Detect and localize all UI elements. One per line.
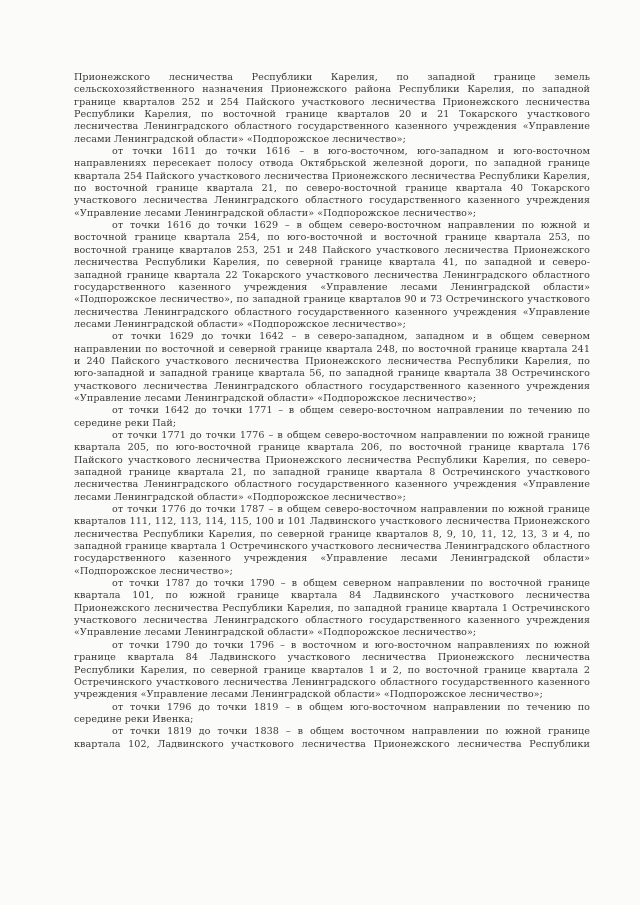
- text-line: юго-западной и западной границе квартала 56, по западной границе квартала 38 Остречинского: [74, 368, 590, 380]
- document-body-text: [74, 72, 590, 751]
- text-line: лесничества Ленинградского областного государственного казенного учреждения «Управление: [74, 121, 590, 133]
- text-line: направлении по восточной и северной границе квартала 248, по восточной границе квартала 241: [74, 343, 590, 355]
- text-line: Республики Карелия, по северной границе кварталов 1 и 2, по восточной границе квартала 2: [74, 664, 590, 676]
- text-line: участкового лесничества Ленинградского областного государственного казенного учреждения: [74, 195, 590, 207]
- text-line: участкового лесничества Ленинградского областного государственного казенного учреждения: [74, 380, 590, 392]
- paragraph: [74, 702, 590, 727]
- text-line: от точки 1611 до точки 1616 – в юго-восточном, юго-западном и юго-восточном: [112, 146, 590, 158]
- text-line: направлениях пересекает полосу отвода Октябрьской железной дороги, по западной границе: [74, 158, 590, 170]
- text-line: лесами Ленинградской области» «Подпорожское лесничество»;: [74, 133, 406, 145]
- text-line: лесами Ленинградской области» «Подпорожское лесничество»;: [74, 318, 406, 330]
- text-line: западной границе квартала 21, по западной границе квартала 8 Остречинского участкового: [74, 467, 590, 478]
- text-line: «Подпорожское лесничество», по западной границе кварталов 90 и 73 Остречинского участкового: [74, 294, 590, 306]
- text-line: квартала 254 Пайского участкового лесничества Прионежского лесничества Республики Карелия,: [74, 170, 590, 182]
- text-line: от точки 1771 до точки 1776 – в общем северо-восточном направлении по южной границе: [112, 429, 590, 441]
- paragraph: [74, 640, 590, 702]
- text-line: государственного казенного учреждения «Управление лесами Ленинградской области»: [74, 281, 590, 293]
- text-line: лесами Ленинградской области» «Подпорожское лесничество»;: [74, 491, 406, 503]
- text-line: Прионежского лесничества Республики Карелия, по западной границе квартала 1 Остречинского: [74, 602, 590, 614]
- text-line: учреждения «Управление лесами Ленинградской области» «Подпорожское лесничество»;: [74, 689, 543, 701]
- text-line: восточной границе квартала 254, по юго-восточной и восточной границе квартала 253, по: [74, 232, 590, 244]
- paragraph: [74, 430, 590, 504]
- paragraph: [74, 72, 590, 146]
- text-line: лесничества Республики Карелия, по северной границе кварталов 8, 9, 10, 11, 12, 13, 3 и 4, по: [74, 528, 590, 540]
- text-line: от точки 1819 до точки 1838 – в общем восточном направлении по южной границе: [112, 726, 590, 738]
- paragraph: [74, 331, 590, 405]
- text-line: «Управление лесами Ленинградской области» «Подпорожское лесничество»;: [74, 392, 477, 404]
- text-line: лесничества Республики Карелия, по северной границе квартала 41, по западной и северо-: [74, 257, 590, 269]
- text-line: лесничества Ленинградского областного государственного казенного учреждения «Управление: [74, 479, 590, 491]
- text-line: границе квартала 84 Ладвинского участкового лесничества Прионежского лесничества: [74, 652, 590, 664]
- paragraph: [74, 405, 590, 430]
- text-line: кварталов 111, 112, 113, 114, 115, 100 и 101 Ладвинского участкового лесничества Прионежского: [74, 516, 590, 528]
- paragraph: [74, 726, 590, 751]
- text-line: квартала 101, по южной границе квартала 84 Ладвинского участкового лесничества: [74, 590, 590, 602]
- text-line: границе кварталов 252 и 254 Пайского участкового лесничества Прионежского лесничества: [74, 96, 590, 108]
- text-line: квартала 102, Ладвинского участкового лесничества Прионежского лесничества Республики: [74, 738, 590, 750]
- text-line: лесничества Ленинградского областного государственного казенного учреждения «Управление: [74, 306, 590, 318]
- text-line: западной границе квартала 1 Остречинского участкового лесничества Ленинградского областного: [74, 541, 590, 553]
- text-line: по восточной границе квартала 21, по северо-восточной границе квартала 40 Токарского: [74, 183, 590, 195]
- text-line: от точки 1776 до точки 1787 – в общем северо-восточном направлении по южной границе: [112, 504, 590, 516]
- text-line: середине реки Ивенка;: [74, 713, 194, 725]
- text-line: «Управление лесами Ленинградской области» «Подпорожское лесничество»;: [74, 207, 477, 219]
- text-line: Остречинского участкового лесничества Ленинградского областного государственного казенного: [74, 676, 590, 688]
- text-line: от точки 1642 до точки 1771 – в общем северо-восточном направлении по течению по: [112, 405, 590, 417]
- text-line: от точки 1787 до точки 1790 – в общем северном направлении по восточной границе: [112, 578, 590, 590]
- text-line: Республики Карелия, по восточной границе кварталов 20 и 21 Токарского участкового: [74, 109, 590, 121]
- text-line: квартала 205, по юго-восточной границе квартала 206, по восточной границе квартала 176: [74, 442, 590, 454]
- text-line: восточной границе кварталов 253, 251 и 248 Пайского участкового лесничества Прионежского: [74, 244, 590, 256]
- text-line: от точки 1616 до точки 1629 – в общем северо-восточном направлении по южной и: [112, 220, 590, 232]
- text-line: Прионежского лесничества Республики Карелия, по западной границе земель: [74, 72, 590, 83]
- text-line: от точки 1790 до точки 1796 – в восточном и юго-восточном направлениях по южной: [112, 639, 590, 651]
- text-line: от точки 1629 до точки 1642 – в северо-западном, западном и в общем северном: [112, 331, 590, 343]
- text-line: Пайского участкового лесничества Прионежского лесничества Республики Карелия, по северо-: [74, 454, 590, 466]
- text-line: сельскохозяйственного назначения Прионежского района Республики Карелия, по западной: [74, 84, 590, 96]
- text-line: «Подпорожское лесничество»;: [74, 565, 233, 577]
- text-line: участкового лесничества Ленинградского областного государственного казенного учреждения: [74, 615, 590, 627]
- text-line: от точки 1796 до точки 1819 – в общем юго-восточном направлении по течению по: [112, 701, 590, 713]
- paragraph: [74, 146, 590, 220]
- paragraph: [74, 504, 590, 578]
- text-line: середине реки Пай;: [74, 417, 177, 429]
- text-line: западной границе квартала 22 Токарского участкового лесничества Ленинградского областного: [74, 269, 590, 281]
- text-line: «Управление лесами Ленинградской области» «Подпорожское лесничество»;: [74, 627, 477, 639]
- paragraph: [74, 578, 590, 640]
- paragraph: [74, 220, 590, 331]
- text-line: и 240 Пайского участкового лесничества Прионежского лесничества Республики Карелия, по: [74, 355, 590, 367]
- text-line: государственного казенного учреждения «Управление лесами Ленинградской области»: [74, 553, 590, 565]
